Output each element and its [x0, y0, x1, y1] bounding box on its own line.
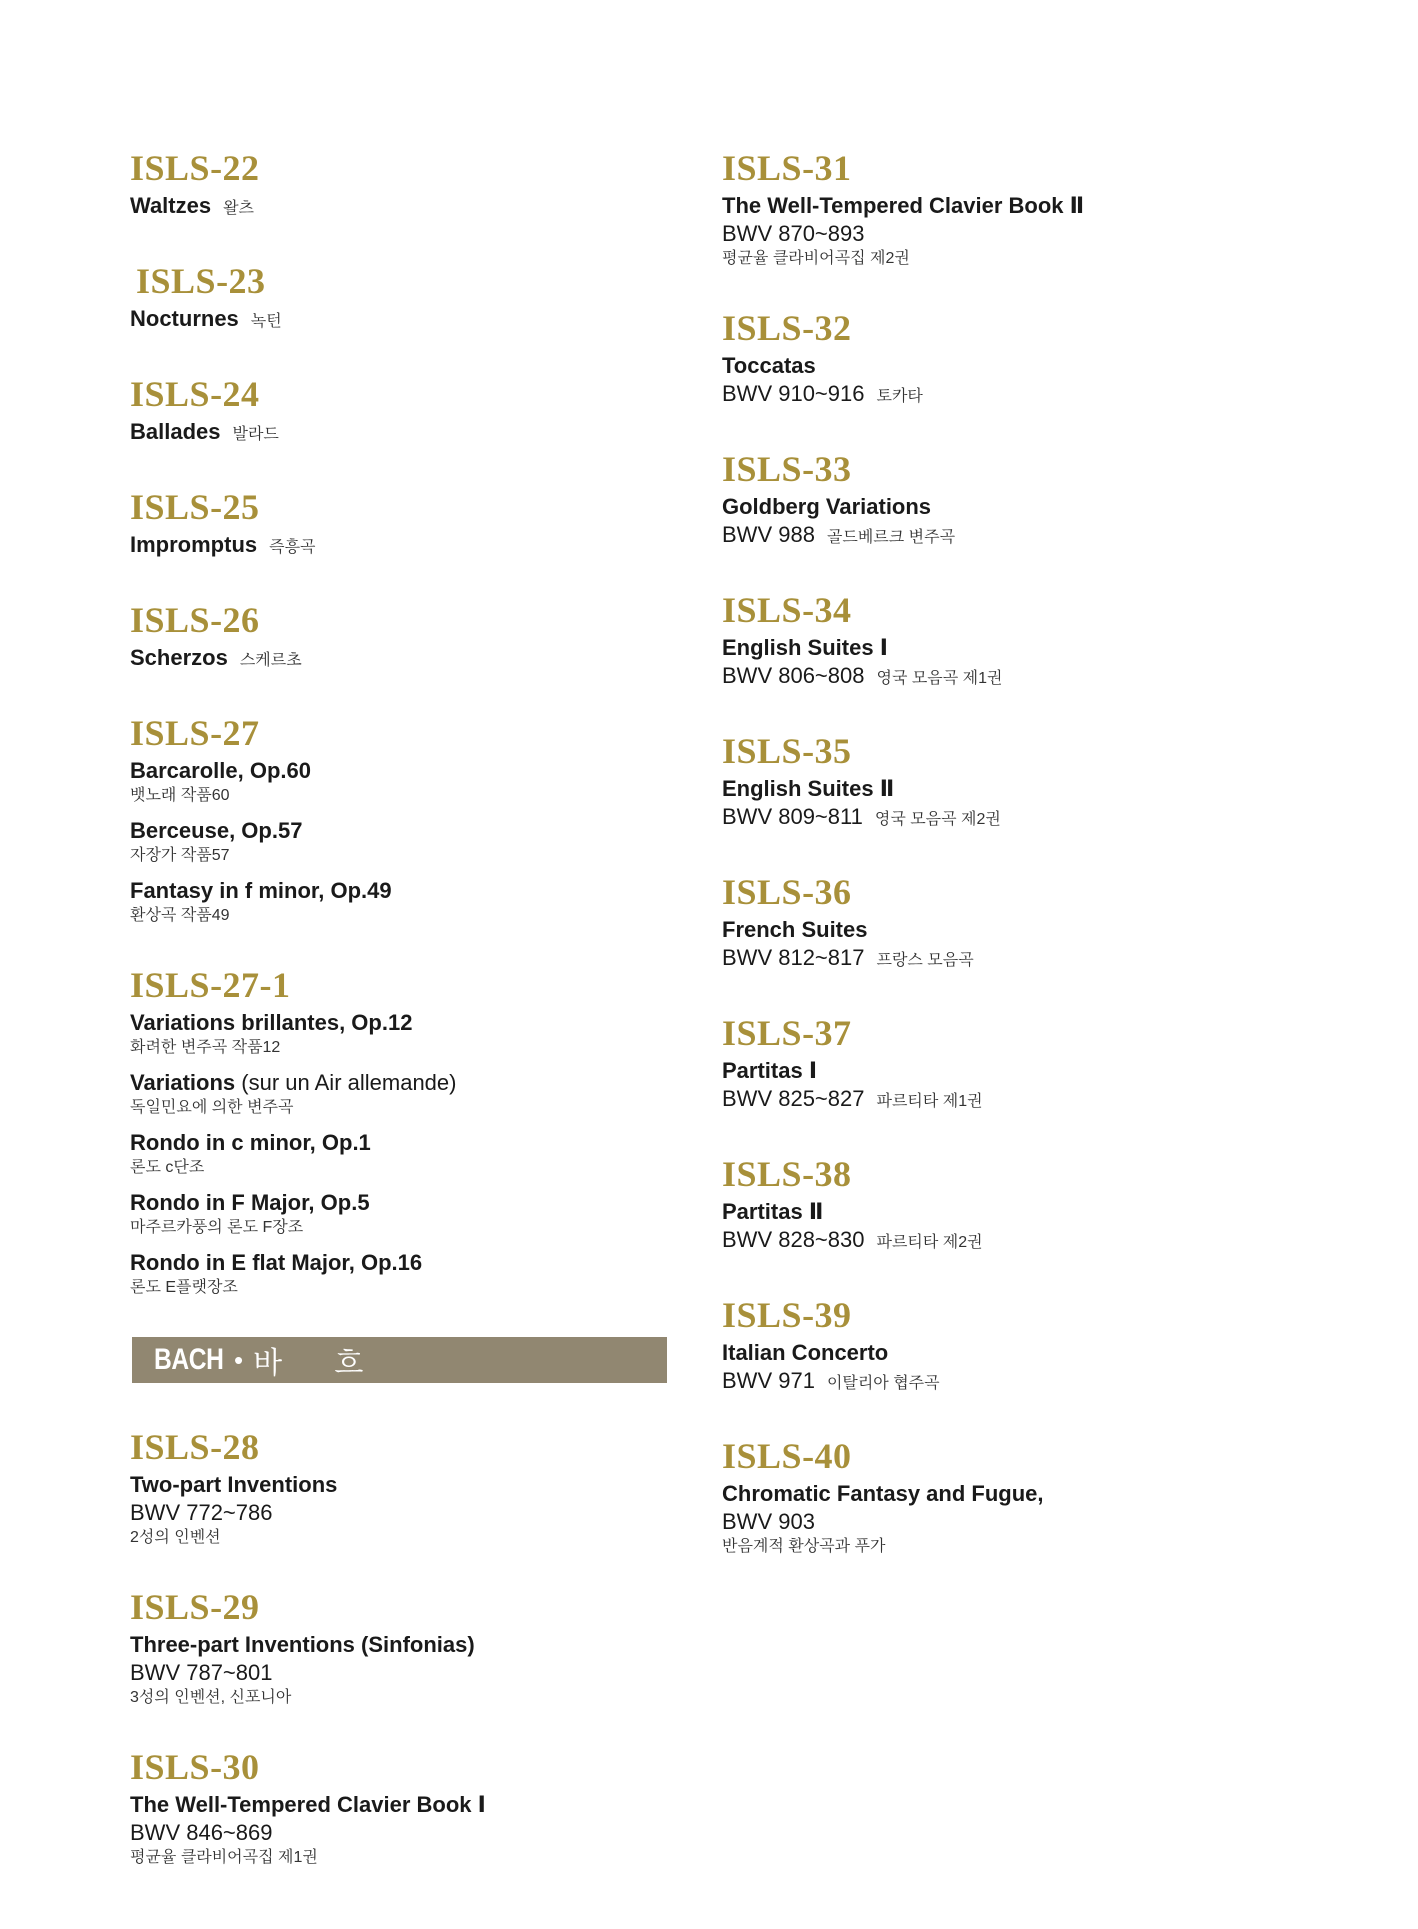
bwv-line — [130, 1819, 670, 1847]
work-item — [130, 1189, 670, 1239]
catalog-code: ISLS-31 — [722, 148, 852, 188]
work-title-text: Rondo in E flat Major, Op.16 — [130, 1250, 423, 1275]
work-title — [722, 352, 1342, 380]
korean-title: 론도 c단조 — [130, 1159, 205, 1176]
work-title — [722, 1480, 1342, 1508]
work-title-text: Impromptus — [130, 532, 258, 557]
korean-title: 왈츠 — [223, 200, 255, 217]
bwv-line — [722, 944, 1342, 975]
work-title — [722, 775, 1342, 803]
work-title — [722, 1198, 1342, 1226]
bach-bar-ko: 바 흐 — [253, 1347, 386, 1380]
work-title-text: French Suites — [722, 917, 868, 942]
bwv-line — [130, 1659, 670, 1687]
catalog-code: ISLS-36 — [722, 872, 852, 912]
catalog-code: ISLS-24 — [130, 374, 260, 414]
bach-entries-left — [130, 1427, 670, 1869]
korean-title: 3성의 인벤션, 신포니아 — [130, 1689, 292, 1706]
work-title-text: Italian Concerto — [722, 1340, 889, 1365]
work-title — [130, 1129, 670, 1157]
work-title — [722, 1057, 1342, 1085]
korean-title: 평균율 클라비어곡집 제1권 — [130, 1849, 318, 1866]
work-item — [722, 1198, 1342, 1257]
bwv-line — [722, 380, 1342, 411]
work-title-text: Waltzes — [130, 193, 212, 218]
chopin-entries — [130, 148, 670, 1299]
bach-bar-en: BACH — [154, 1343, 224, 1376]
catalog-entry — [722, 449, 1342, 552]
work-title — [130, 1631, 670, 1659]
work-item — [130, 418, 670, 449]
bach-bar-dot: • — [234, 1344, 244, 1375]
korean-title: 토카타 — [876, 388, 923, 405]
work-title-text: Barcarolle, Op.60 — [130, 758, 311, 783]
korean-title: 이탈리아 협주곡 — [826, 1375, 940, 1392]
bwv-number: BWV 903 — [722, 1509, 815, 1534]
work-title — [130, 192, 670, 223]
work-title — [130, 1069, 670, 1097]
bwv-line — [722, 1085, 1342, 1116]
catalog-code: ISLS-34 — [722, 590, 852, 630]
bwv-number: BWV 812~817 — [722, 945, 865, 970]
work-title-text: Three-part Inventions (Sinfonias) — [130, 1632, 475, 1657]
work-title — [130, 817, 670, 845]
work-item — [130, 1249, 670, 1299]
catalog-code: ISLS-26 — [130, 600, 260, 640]
catalog-entry — [722, 308, 1342, 411]
work-title-sub: (sur un Air allemande) — [235, 1070, 457, 1095]
korean-title: 발라드 — [232, 426, 279, 443]
work-item — [130, 1009, 670, 1059]
work-item — [722, 916, 1342, 975]
work-title-text: Ballades — [130, 419, 221, 444]
work-title — [130, 531, 670, 562]
work-title — [130, 757, 670, 785]
work-title — [130, 877, 670, 905]
work-item — [130, 757, 670, 807]
work-title — [722, 916, 1342, 944]
work-title — [722, 1339, 1342, 1367]
bwv-line — [722, 521, 1342, 552]
work-item — [722, 1480, 1342, 1558]
korean-title: 평균율 클라비어곡집 제2권 — [722, 250, 910, 267]
korean-title: 환상곡 작품49 — [130, 907, 230, 924]
bwv-number: BWV 971 — [722, 1368, 815, 1393]
work-title — [130, 1189, 670, 1217]
work-title-text: Fantasy in f minor, Op.49 — [130, 878, 392, 903]
korean-title: 골드베르크 변주곡 — [826, 529, 956, 546]
catalog-code: ISLS-33 — [722, 449, 852, 489]
catalog-code: ISLS-27-1 — [130, 965, 291, 1005]
work-title — [130, 644, 670, 675]
work-item — [722, 1057, 1342, 1116]
catalog-entry — [130, 374, 670, 449]
work-title-text: Berceuse, Op.57 — [130, 818, 303, 843]
catalog-code: ISLS-22 — [130, 148, 260, 188]
korean-title: 파르티타 제2권 — [876, 1234, 983, 1251]
bwv-line — [722, 1226, 1342, 1257]
bwv-line — [722, 220, 1342, 248]
catalog-code: ISLS-39 — [722, 1295, 852, 1335]
catalog-code: ISLS-38 — [722, 1154, 852, 1194]
bwv-number: BWV 870~893 — [722, 221, 865, 246]
work-item — [722, 775, 1342, 834]
work-title-text: Scherzos — [130, 645, 228, 670]
bwv-line — [130, 1499, 670, 1527]
catalog-code: ISLS-30 — [130, 1747, 260, 1787]
catalog-entry — [130, 1427, 670, 1549]
work-title — [130, 1471, 670, 1499]
catalog-entry — [722, 1436, 1342, 1558]
catalog-code: ISLS-35 — [722, 731, 852, 771]
catalog-entry — [722, 1154, 1342, 1257]
korean-title: 영국 모음곡 제2권 — [874, 811, 1001, 828]
korean-title: 프랑스 모음곡 — [876, 952, 974, 969]
korean-title: 독일민요에 의한 변주곡 — [130, 1099, 294, 1116]
catalog-code: ISLS-23 — [136, 261, 266, 301]
bwv-line — [722, 803, 1342, 834]
korean-title: 파르티타 제1권 — [876, 1093, 983, 1110]
work-item — [722, 1339, 1342, 1398]
bwv-number: BWV 787~801 — [130, 1660, 273, 1685]
catalog-entry — [130, 148, 670, 223]
korean-title: 자장가 작품57 — [130, 847, 230, 864]
catalog-entry — [130, 600, 670, 675]
work-item — [130, 1129, 670, 1179]
work-title — [722, 493, 1342, 521]
bwv-number: BWV 910~916 — [722, 381, 865, 406]
work-item — [130, 1471, 670, 1549]
korean-title: 뱃노래 작품60 — [130, 787, 230, 804]
work-title — [130, 305, 670, 336]
work-item — [722, 634, 1342, 693]
work-item — [722, 493, 1342, 552]
work-item — [722, 352, 1342, 411]
korean-title: 영국 모음곡 제1권 — [876, 670, 1003, 687]
work-item — [130, 644, 670, 675]
bwv-line — [722, 662, 1342, 693]
work-item — [130, 817, 670, 867]
work-item — [130, 305, 670, 336]
work-title-text: Nocturnes — [130, 306, 239, 331]
work-item — [130, 192, 670, 223]
work-title — [722, 192, 1342, 220]
left-column — [130, 148, 670, 1907]
work-title — [130, 1791, 670, 1819]
work-title-text: Toccatas — [722, 353, 816, 378]
work-title-text: The Well-Tempered Clavier Book Ⅰ — [130, 1792, 486, 1817]
work-title — [130, 1009, 670, 1037]
catalog-entry — [722, 1013, 1342, 1116]
catalog-entry — [130, 261, 670, 336]
bwv-line — [722, 1508, 1342, 1536]
bwv-number: BWV 828~830 — [722, 1227, 865, 1252]
work-title-text: English Suites Ⅰ — [722, 635, 888, 660]
catalog-code: ISLS-32 — [722, 308, 852, 348]
catalog-entry — [722, 731, 1342, 834]
catalog-entry — [130, 713, 670, 927]
work-item — [130, 1791, 670, 1869]
work-item — [130, 1069, 670, 1119]
catalog-entry — [130, 487, 670, 562]
work-title-text: The Well-Tempered Clavier Book Ⅱ — [722, 193, 1085, 218]
catalog-code: ISLS-27 — [130, 713, 260, 753]
work-title-text: Rondo in c minor, Op.1 — [130, 1130, 371, 1155]
work-item — [130, 1631, 670, 1709]
work-item — [722, 192, 1342, 270]
korean-title: 즉흥곡 — [269, 539, 316, 556]
korean-title: 론도 E플랫장조 — [130, 1279, 238, 1296]
work-title-text: Variations — [130, 1070, 236, 1095]
korean-title: 마주르카풍의 론도 F장조 — [130, 1219, 304, 1236]
catalog-entry — [130, 1747, 670, 1869]
catalog-entry — [722, 1295, 1342, 1398]
catalog-entry — [130, 965, 670, 1299]
catalog-code: ISLS-37 — [722, 1013, 852, 1053]
korean-title: 반음계적 환상곡과 푸가 — [722, 1538, 886, 1555]
bwv-line — [722, 1367, 1342, 1398]
work-item — [130, 877, 670, 927]
right-column — [722, 148, 1342, 1596]
korean-title: 녹턴 — [250, 313, 282, 330]
catalog-entry — [722, 148, 1342, 270]
catalog-code: ISLS-40 — [722, 1436, 852, 1476]
korean-title: 화려한 변주곡 작품12 — [130, 1039, 281, 1056]
work-title-text: Partitas Ⅰ — [722, 1058, 818, 1083]
work-title-text: English Suites Ⅱ — [722, 776, 895, 801]
catalog-code: ISLS-28 — [130, 1427, 260, 1467]
work-title — [130, 1249, 670, 1277]
work-title-text: Partitas Ⅱ — [722, 1199, 824, 1224]
bwv-number: BWV 806~808 — [722, 663, 865, 688]
work-item — [130, 531, 670, 562]
work-title — [130, 418, 670, 449]
work-title-text: Goldberg Variations — [722, 494, 932, 519]
catalog-entry — [722, 590, 1342, 693]
bach-section-bar — [132, 1337, 667, 1383]
work-title-text: Chromatic Fantasy and Fugue, — [722, 1481, 1044, 1506]
work-title-text: Variations brillantes, Op.12 — [130, 1010, 413, 1035]
korean-title: 2성의 인벤션 — [130, 1529, 221, 1546]
work-title-text: Rondo in F Major, Op.5 — [130, 1190, 370, 1215]
bach-entries-right — [722, 148, 1342, 1558]
catalog-code: ISLS-29 — [130, 1587, 260, 1627]
catalog-code: ISLS-25 — [130, 487, 260, 527]
catalog-entry — [722, 872, 1342, 975]
bwv-number: BWV 846~869 — [130, 1820, 273, 1845]
bwv-number: BWV 825~827 — [722, 1086, 865, 1111]
bwv-number: BWV 809~811 — [722, 804, 863, 829]
bwv-number: BWV 772~786 — [130, 1500, 273, 1525]
catalog-entry — [130, 1587, 670, 1709]
work-title-text: Two-part Inventions — [130, 1472, 338, 1497]
korean-title: 스케르초 — [239, 652, 302, 669]
bwv-number: BWV 988 — [722, 522, 815, 547]
work-title — [722, 634, 1342, 662]
